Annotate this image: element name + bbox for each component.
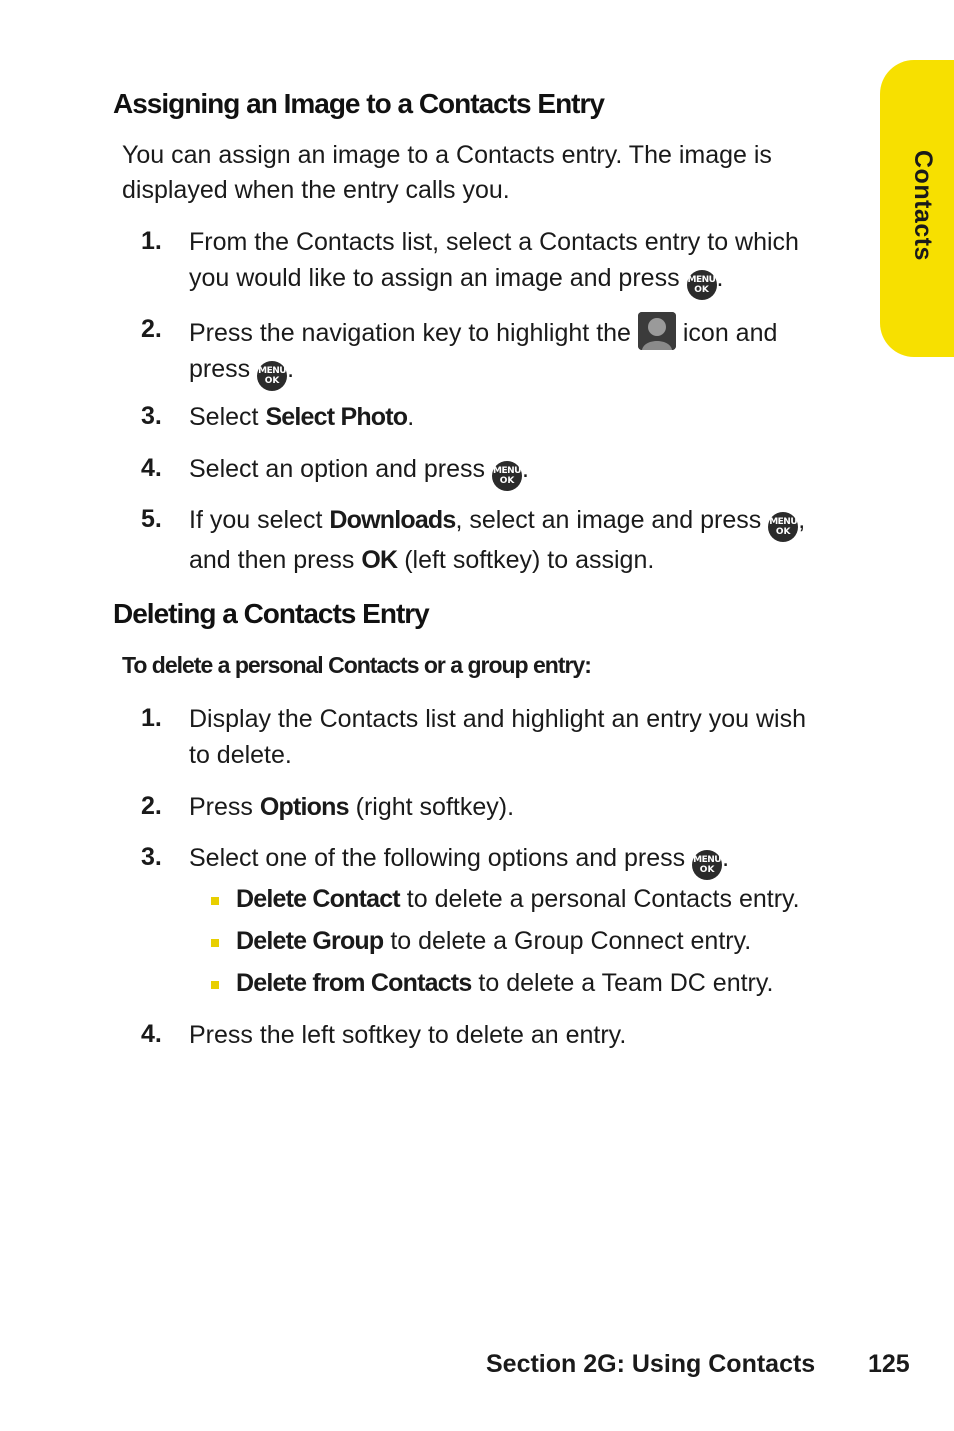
option-name: Delete Contact xyxy=(236,885,400,913)
step-number: 5. xyxy=(141,505,162,533)
step-text: Select an option and press MENU OK . xyxy=(189,451,869,491)
menu-ok-key-icon: MENU OK xyxy=(692,850,722,880)
step-text: Press Options (right softkey). xyxy=(189,793,515,821)
option-name: Delete from Contacts xyxy=(236,969,472,997)
step-number: 1. xyxy=(141,227,162,255)
contact-person-icon xyxy=(638,312,676,350)
menu-ok-key-icon: MENU OK xyxy=(492,461,522,491)
ui-term: OK xyxy=(361,546,398,574)
intro-line-1: You can assign an image to a Contacts entry. The image is xyxy=(122,141,772,169)
bullet-square xyxy=(211,897,219,905)
subheading: To delete a personal Contacts or a group entry: xyxy=(122,652,591,678)
menu-ok-key-icon: MENU OK xyxy=(687,270,717,300)
bullet-item: Delete Group to delete a Group Connect entry. xyxy=(236,927,752,955)
section-title-deleting: Deleting a Contacts Entry xyxy=(113,598,429,629)
step-text: Display the Contacts list and highlight an entry you wish to delete. xyxy=(189,705,806,769)
menu-ok-key-icon: MENU OK xyxy=(768,512,798,542)
side-tab-label: Contacts xyxy=(909,150,937,261)
bullet-item: Delete from Contacts to delete a Team DC entry. xyxy=(236,969,774,997)
step-text: Press the navigation key to highlight the icon and press MENU OK . xyxy=(189,312,869,391)
section-title-assigning: Assigning an Image to a Contacts Entry xyxy=(113,88,604,119)
intro-line-2: displayed when the entry calls you. xyxy=(122,176,510,204)
step-text: Press the left softkey to delete an entry. xyxy=(189,1021,627,1049)
step-text: From the Contacts list, select a Contacts entry to which you would like to assign an image and press MENU OK . xyxy=(189,224,869,300)
menu-ok-key-icon: MENU OK xyxy=(257,361,287,391)
step-number: 2. xyxy=(141,315,162,343)
ui-term: Options xyxy=(259,793,349,821)
step-number: 4. xyxy=(141,454,162,482)
step-number: 1. xyxy=(141,704,162,732)
page-number: 125 xyxy=(868,1350,910,1378)
step-number: 3. xyxy=(141,402,162,430)
bullet-square xyxy=(211,939,219,947)
bullet-square xyxy=(211,981,219,989)
step-line: From the Contacts list, select a Contacts entry to which xyxy=(189,228,799,256)
step-number: 4. xyxy=(141,1020,162,1048)
step-text: If you select Downloads, select an image and press MENU OK , and then press OK (left softkey) to assign. xyxy=(189,506,806,574)
step-text: Select Select Photo. xyxy=(189,403,415,431)
step-number: 2. xyxy=(141,792,162,820)
ui-term: Select Photo xyxy=(265,403,408,431)
step-text: Select one of the following options and press MENU OK . xyxy=(189,840,869,880)
step-line: you would like to assign an image and press xyxy=(189,264,680,292)
step-number: 3. xyxy=(141,843,162,871)
footer-section: Section 2G: Using Contacts xyxy=(486,1350,816,1378)
bullet-item: Delete Contact to delete a personal Contacts entry. xyxy=(236,885,800,913)
ui-term: Downloads xyxy=(329,506,456,534)
option-name: Delete Group xyxy=(236,927,384,955)
